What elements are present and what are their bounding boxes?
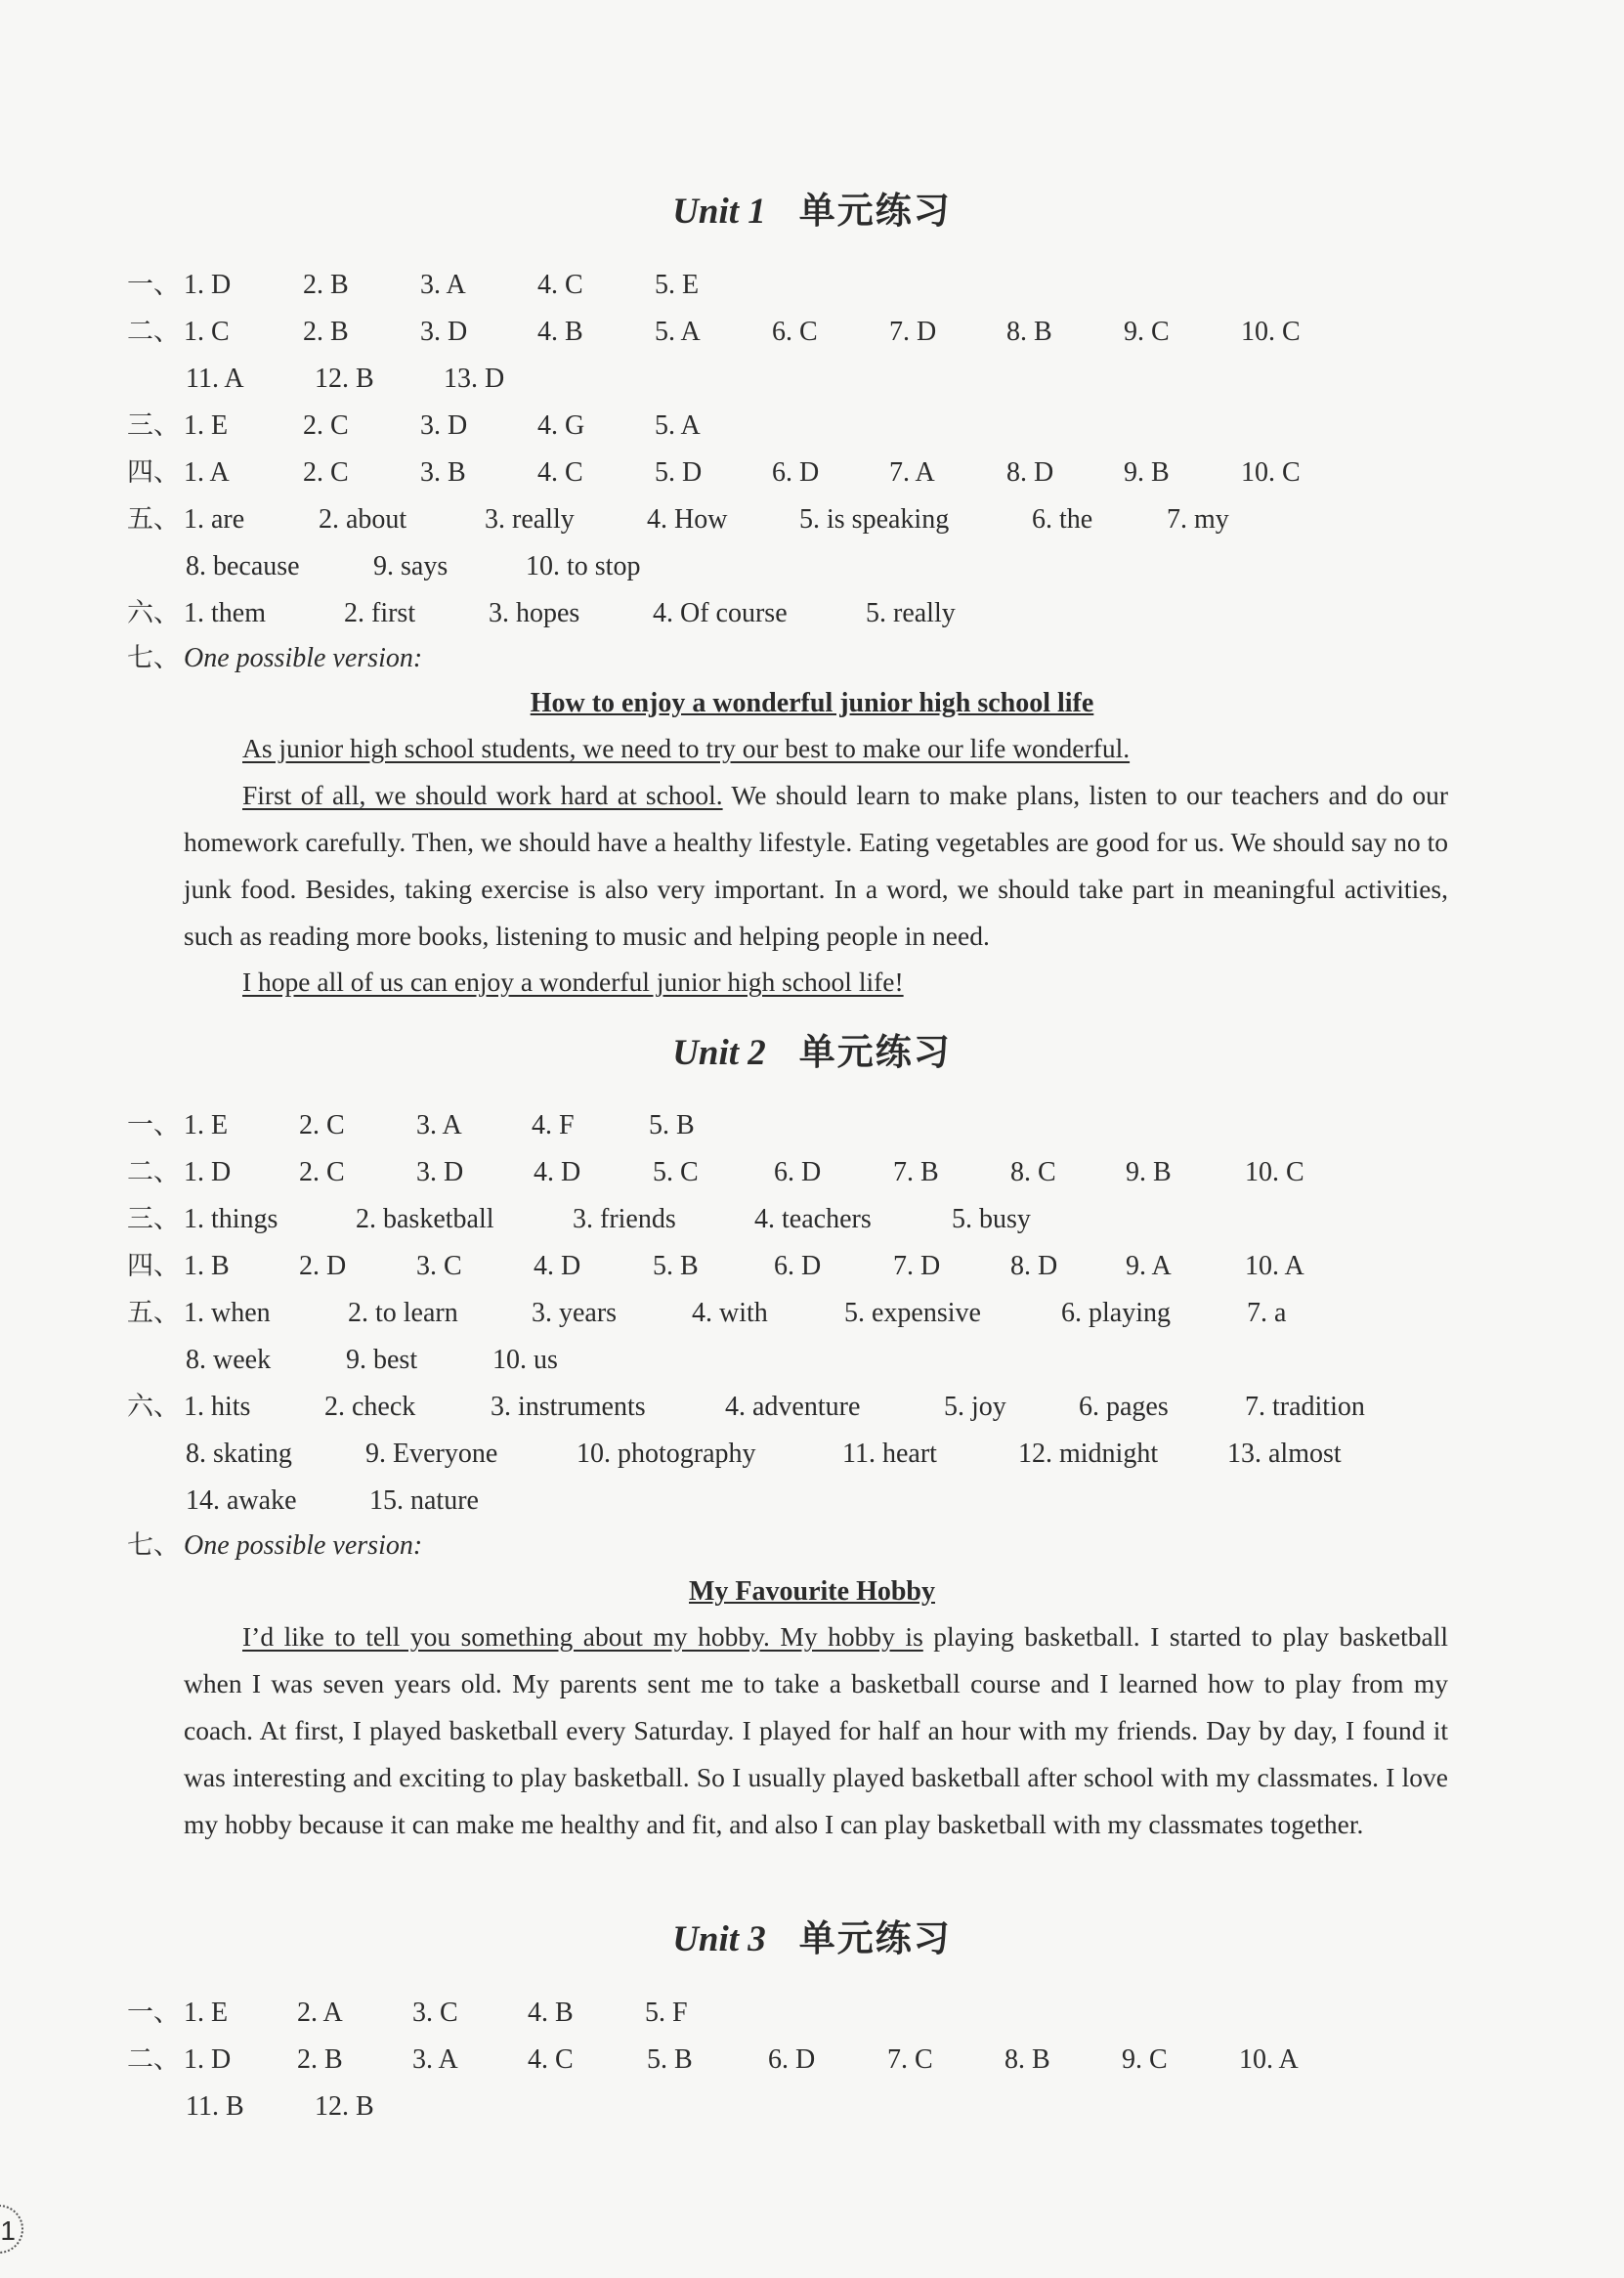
unit-1-section-7: 七、 One possible version:	[127, 639, 1487, 678]
answer-item: 3. A	[416, 1110, 462, 1140]
answer-item: 4. D	[534, 1157, 581, 1187]
unit-2-title: Unit 2 单元练习	[672, 1031, 952, 1073]
answer-item: 9. Everyone	[365, 1439, 498, 1469]
unit-2-section-4: 四、 1. B 2. D 3. C 4. D 5. B 6. D 7. D 8. D 9. A 10. A	[127, 1247, 1487, 1286]
answer-item: 9. C	[1122, 2044, 1168, 2075]
answer-item: 9. best	[346, 1345, 418, 1375]
answer-item: 5. B	[649, 1110, 695, 1140]
answer-item: 12. B	[315, 364, 374, 394]
answer-item: 4. C	[537, 457, 583, 488]
answer-item: 2. B	[303, 270, 349, 300]
answer-item: 5. B	[653, 1251, 699, 1281]
unit-1-section-5: 五、 1. are 2. about 3. really 4. How 5. is speaking 6. the 7. my	[127, 500, 1487, 539]
answer-item: 1. hits	[184, 1392, 251, 1422]
answer-item: 7. tradition	[1245, 1392, 1365, 1422]
answer-item: 3. really	[485, 504, 575, 535]
answer-item: 3. years	[532, 1298, 618, 1328]
essay-1-paragraph-1: As junior high school students, we need to try our best to make our life wonderful.	[242, 733, 1131, 763]
answer-item: 7. D	[889, 317, 937, 347]
unit-1-section-6: 六、 1. them 2. first 3. hopes 4. Of course 5. really	[127, 594, 1487, 633]
answer-item: 10. C	[1241, 457, 1301, 488]
answer-item: 5. is speaking	[799, 504, 950, 535]
answer-item: 13. D	[444, 364, 505, 394]
answer-item: 9. C	[1124, 317, 1170, 347]
unit-1-section-4: 四、 1. A 2. C 3. B 4. C 5. D 6. D 7. A 8. D 9. B 10. C	[127, 453, 1487, 493]
answer-item: 4. with	[692, 1298, 768, 1328]
answer-item: 1. C	[184, 317, 230, 347]
answer-item: 10. to stop	[526, 551, 641, 581]
answer-item: 6. D	[768, 2044, 816, 2075]
answer-item: 6. D	[774, 1251, 822, 1281]
answer-item: 3. C	[416, 1251, 462, 1281]
answer-item: 6. C	[772, 317, 818, 347]
answer-item: 1. E	[184, 1110, 229, 1140]
unit-2-section-6-cont-1	[186, 1435, 1487, 1474]
answer-item: 2. C	[303, 410, 349, 441]
answer-item: 3. A	[412, 2044, 458, 2075]
answer-item: 7. a	[1247, 1298, 1287, 1328]
answer-item: 11. A	[186, 364, 244, 394]
answer-item: 3. D	[420, 410, 468, 441]
unit-1-section-2-cont	[186, 360, 1487, 399]
answer-item: 8. C	[1010, 1157, 1056, 1187]
answer-item: 4. teachers	[754, 1204, 872, 1234]
answer-item: 8. because	[186, 551, 300, 581]
unit-2-section-5: 五、 1. when 2. to learn 3. years 4. with 5. expensive 6. playing 7. a	[127, 1294, 1487, 1333]
answer-item: 8. skating	[186, 1439, 292, 1469]
answer-item: 3. C	[412, 1998, 458, 2028]
answer-item: 10. C	[1241, 317, 1301, 347]
answer-item: 4. adventure	[725, 1392, 861, 1422]
answer-item: 3. A	[420, 270, 466, 300]
answer-item: 4. B	[537, 317, 583, 347]
answer-item: 11. heart	[842, 1439, 937, 1469]
answer-item: 5. F	[645, 1998, 688, 2028]
answer-item: 1. E	[184, 410, 229, 441]
unit-2-section-7: 七、 One possible version:	[127, 1526, 1487, 1566]
answer-item: 5. really	[866, 598, 956, 628]
essay-1-title: How to enjoy a wonderful junior high school life	[530, 688, 1094, 718]
answer-item: 2. to learn	[348, 1298, 458, 1328]
unit-3-title: Unit 3 单元练习	[672, 1917, 952, 1959]
answer-item: 1. E	[184, 1998, 229, 2028]
answer-item: 7. A	[889, 457, 935, 488]
answer-item: 9. B	[1124, 457, 1170, 488]
answer-item: 1. are	[184, 504, 245, 535]
answer-item: 8. B	[1006, 317, 1052, 347]
answer-item: 5. D	[655, 457, 703, 488]
answer-item: 4. G	[537, 410, 585, 441]
answer-item: 5. A	[655, 410, 701, 441]
answer-item: 7. B	[893, 1157, 939, 1187]
answer-item: 4. Of course	[653, 598, 788, 628]
answer-item: 10. A	[1239, 2044, 1299, 2075]
answer-item: 4. B	[528, 1998, 574, 2028]
answer-item: 5. expensive	[844, 1298, 981, 1328]
answer-item: 4. C	[537, 270, 583, 300]
answer-item: 2. about	[319, 504, 407, 535]
unit-1-section-5-cont	[186, 547, 1487, 586]
answer-item: 11. B	[186, 2091, 244, 2122]
unit-1-section-2: 二、 1. C 2. B 3. D 4. B 5. A 6. C 7. D 8. B 9. C 10. C	[127, 313, 1487, 352]
answer-item: 1. them	[184, 598, 266, 628]
answer-item: 1. A	[184, 457, 230, 488]
answer-item: 15. nature	[369, 1485, 479, 1516]
answer-item: 2. basketball	[356, 1204, 494, 1234]
answer-item: 3. D	[420, 317, 468, 347]
answer-item: 10. A	[1245, 1251, 1304, 1281]
answer-item: 8. D	[1010, 1251, 1058, 1281]
answer-item: 4. How	[647, 504, 728, 535]
answer-item: 3. hopes	[489, 598, 580, 628]
page-number: 1	[0, 2205, 23, 2254]
answer-item: 2. check	[324, 1392, 416, 1422]
unit-2-section-1: 一、 1. E 2. C 3. A 4. F 5. B	[127, 1106, 1487, 1145]
answer-item: 5. C	[653, 1157, 699, 1187]
answer-item: 6. D	[772, 457, 820, 488]
unit-2-section-6-cont-2	[186, 1482, 1487, 1521]
answer-item: 1. when	[184, 1298, 271, 1328]
answer-item: 8. week	[186, 1345, 272, 1375]
answer-item: 1. B	[184, 1251, 230, 1281]
unit-1-section-1: 一、 1. D 2. B 3. A 4. C 5. E	[127, 266, 1487, 305]
answer-item: 4. C	[528, 2044, 574, 2075]
answer-item: 2. B	[297, 2044, 343, 2075]
answer-item: 10. C	[1245, 1157, 1304, 1187]
unit-3-section-2: 二、 1. D 2. B 3. A 4. C 5. B 6. D 7. C 8. B 9. C 10. A	[127, 2041, 1487, 2080]
unit-2-section-6: 六、 1. hits 2. check 3. instruments 4. adventure 5. joy 6. pages 7. tradition	[127, 1388, 1487, 1427]
answer-item: 1. D	[184, 270, 232, 300]
answer-item: 2. D	[299, 1251, 347, 1281]
answer-item: 5. joy	[944, 1392, 1006, 1422]
essay-1-paragraph-3: I hope all of us can enjoy a wonderful junior high school life!	[242, 967, 904, 997]
answer-item: 10. us	[492, 1345, 558, 1375]
answer-item: 6. the	[1032, 504, 1093, 535]
answer-item: 14. awake	[186, 1485, 297, 1516]
answer-item: 3. B	[420, 457, 466, 488]
answer-item: 2. A	[297, 1998, 343, 2028]
possible-version-note: One possible version:	[184, 643, 423, 673]
answer-item: 5. busy	[952, 1204, 1031, 1234]
answer-item: 3. D	[416, 1157, 464, 1187]
unit-2-section-2: 二、 1. D 2. C 3. D 4. D 5. C 6. D 7. B 8. C 9. B 10. C	[127, 1153, 1487, 1192]
answer-item: 6. D	[774, 1157, 822, 1187]
possible-version-note: One possible version:	[184, 1530, 423, 1561]
answer-item: 4. F	[532, 1110, 575, 1140]
answer-item: 9. B	[1126, 1157, 1172, 1187]
essay-2-title: My Favourite Hobby	[689, 1576, 935, 1607]
answer-item: 12. B	[315, 2091, 374, 2122]
answer-item: 1. things	[184, 1204, 278, 1234]
answer-item: 2. C	[299, 1157, 345, 1187]
unit-3-section-1: 一、 1. E 2. A 3. C 4. B 5. F	[127, 1994, 1487, 2033]
answer-item: 5. B	[647, 2044, 693, 2075]
answer-item: 3. instruments	[491, 1392, 646, 1422]
essay-1-paragraph-2: First of all, we should work hard at school. We should learn to make plans, listen to our teachers and do our homework carefully. Then, we should have a healthy lifestyle. Eating vegetables are good for us. We should say no to junk food. Besides, taking exercise is also very important. In a word, we should take part in meaningful activities, such as reading more books, listening to music and helping people in need.	[184, 780, 1449, 951]
answer-item: 13. almost	[1227, 1439, 1342, 1469]
answer-item: 2. B	[303, 317, 349, 347]
answer-item: 4. D	[534, 1251, 581, 1281]
answer-item: 9. A	[1126, 1251, 1172, 1281]
unit-2-section-3: 三、 1. things 2. basketball 3. friends 4. teachers 5. busy	[127, 1200, 1487, 1239]
unit-3-section-2-cont	[186, 2087, 1487, 2127]
answer-item: 9. says	[373, 551, 449, 581]
answer-item: 7. D	[893, 1251, 941, 1281]
answer-item: 8. D	[1006, 457, 1054, 488]
answer-item: 3. friends	[573, 1204, 676, 1234]
answer-item: 6. playing	[1061, 1298, 1171, 1328]
answer-item: 10. photography	[577, 1439, 756, 1469]
answer-item: 8. B	[1004, 2044, 1050, 2075]
answer-item: 2. C	[303, 457, 349, 488]
answer-item: 5. E	[655, 270, 700, 300]
answer-item: 1. D	[184, 1157, 232, 1187]
unit-1-title: Unit 1 单元练习	[672, 190, 952, 232]
unit-1-section-3: 三、 1. E 2. C 3. D 4. G 5. A	[127, 407, 1487, 446]
answer-item: 7. C	[887, 2044, 933, 2075]
answer-item: 5. A	[655, 317, 701, 347]
answer-item: 2. first	[344, 598, 416, 628]
answer-item: 2. C	[299, 1110, 345, 1140]
unit-2-section-5-cont	[186, 1341, 1487, 1380]
answer-item: 7. my	[1167, 504, 1229, 535]
answer-item: 12. midnight	[1018, 1439, 1159, 1469]
essay-2-paragraph-1: I’d like to tell you something about my hobby. My hobby is playing basketball. I started to play basketball when I was seven years old. My parents sent me to take a basketball course and I learned how to play from my coach. At first, I played basketball every Saturday. I played for half an hour with my friends. Day by day, I found it was interesting and exciting to play basketball. So I usually played basketball after school with my classmates. I love my hobby because it can make me healthy and fit, and also I can play basketball with my classmates together.	[184, 1621, 1448, 1839]
answer-item: 6. pages	[1079, 1392, 1169, 1422]
answer-item: 1. D	[184, 2044, 232, 2075]
